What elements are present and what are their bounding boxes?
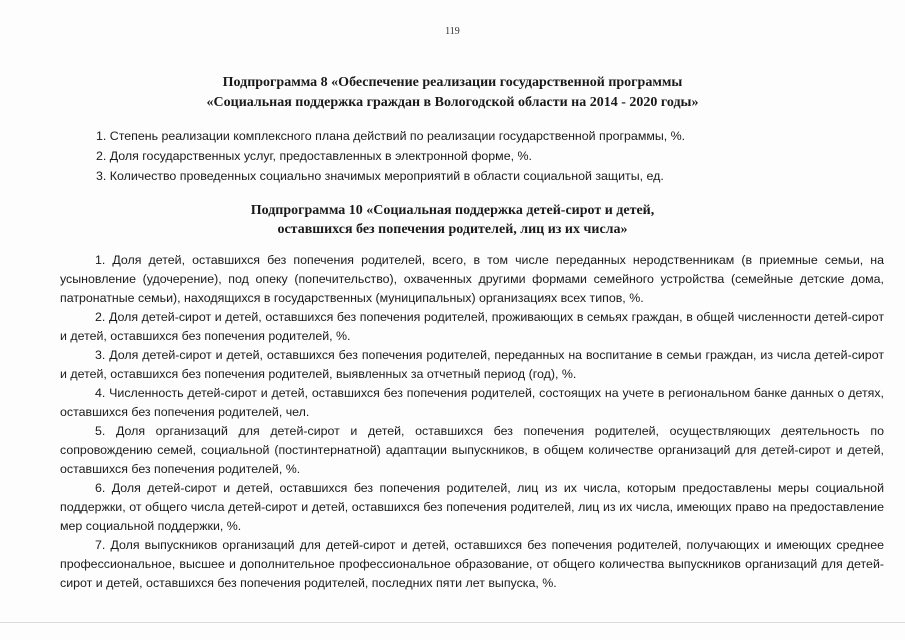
subprogram10-item-4: 4. Численность детей-сирот и детей, оставшихся без попечения родителей, состоящих на учете в региональном банке данных о детях, оставшихся без попечения родителей, чел. <box>60 386 884 419</box>
subprogram8-title-line1: Подпрограмма 8 «Обеспечение реализации государственной программы <box>222 75 683 90</box>
subprogram10-items <box>60 251 884 593</box>
subprogram8-item-2: 2. Доля государственных услуг, предоставленных в электронной форме, %. <box>96 149 532 163</box>
subprogram10-title-line1: Подпрограмма 10 «Социальная поддержка детей-сирот и детей, <box>250 203 655 218</box>
subprogram10-item-2: 2. Доля детей-сирот и детей, оставшихся без попечения родителей, проживающих в семьях граждан, в общей численности детей-сирот и детей, оставшихся без попечения родителей, %. <box>60 310 884 343</box>
subprogram10-item-1: 1. Доля детей, оставшихся без попечения родителей, всего, в том числе переданных неродственникам (в приемные семьи, на усыновление (удочерение), под опеку (попечительство), охваченных другими формами семейного устройства (семейные детские дома, патронатные семьи), находящихся в государственных (муниципальных) организациях всех типов, %. <box>60 253 884 305</box>
subprogram10-item-3: 3. Доля детей-сирот и детей, оставшихся без попечения родителей, переданных на воспитание в семьи граждан, из числа детей-сирот и детей, оставшихся без попечения родителей, выявленных за отчетный период (год), %. <box>60 348 884 381</box>
subprogram8-item-1: 1. Степень реализации комплексного плана действий по реализации государственной программы, %. <box>96 129 686 143</box>
subprogram8-title-line2: «Социальная поддержка граждан в Вологодской области на 2014 - 2020 годы» <box>206 95 699 110</box>
page-bottom-edge <box>0 622 905 623</box>
subprogram10-item-5: 5. Доля организаций для детей-сирот и детей, оставшихся без попечения родителей, осуществляющих деятельность по сопровождению семей, социальной (постинтернатной) адаптации выпускников, в общем количестве организаций для детей-сирот и детей, оставшихся без попечения родителей, %. <box>60 424 884 476</box>
page-number: 119 <box>445 26 460 37</box>
subprogram10-title-line2: оставшихся без попечения родителей, лиц из их числа» <box>277 222 628 237</box>
subprogram10-item-6: 6. Доля детей-сирот и детей, оставшихся без попечения родителей, лиц из их числа, которым предоставлены меры социальной поддержки, от общего числа детей-сирот и детей, оставшихся без попечения родителей, лиц из их числа, имеющих право на предоставление мер социальной поддержки, %. <box>60 481 884 533</box>
subprogram10-item-7: 7. Доля выпускников организаций для детей-сирот и детей, оставшихся без попечения родителей, получающих и имеющих среднее профессиональное, высшее и дополнительное профессиональное образование, от общего количества выпускников организаций для детей-сирот и детей, оставшихся без попечения родителей, последних пяти лет выпуска, %. <box>60 538 884 590</box>
subprogram8-item-3: 3. Количество проведенных социально значимых мероприятий в области социальной защиты, ед. <box>96 169 664 183</box>
